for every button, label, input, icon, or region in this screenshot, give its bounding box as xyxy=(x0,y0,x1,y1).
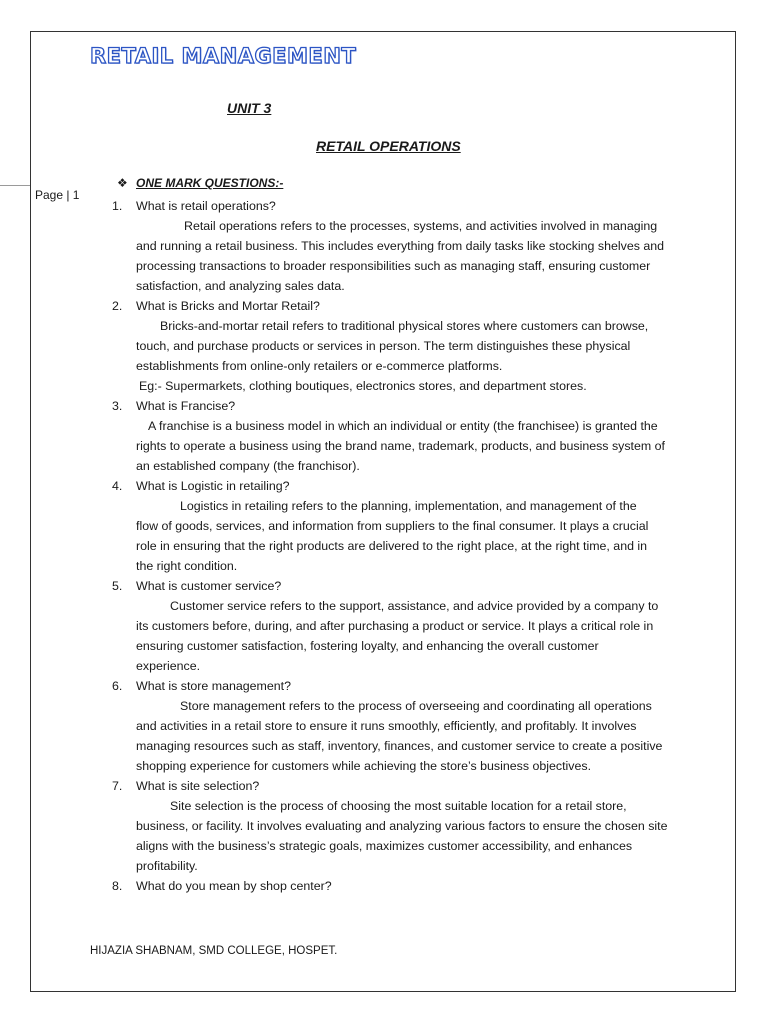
question-list xyxy=(112,196,684,896)
answer-line: ensuring customer satisfaction, fostering loyalty, and enhancing the overall customer xyxy=(136,639,599,653)
answer-line: Site selection is the process of choosing the most suitable location for a retail store, xyxy=(170,799,627,813)
question-number: 2. xyxy=(112,299,123,313)
question-number: 5. xyxy=(112,579,123,593)
question-item xyxy=(112,876,684,896)
question-item xyxy=(112,776,684,876)
question-item xyxy=(112,396,684,476)
question-text: What is customer service? xyxy=(136,579,282,593)
question-row xyxy=(112,876,684,896)
answer-line: establishments from online-only retailers or e-commerce platforms. xyxy=(136,359,503,373)
section-heading: RETAIL OPERATIONS xyxy=(316,138,461,154)
unit-title: UNIT 3 xyxy=(227,100,272,116)
question-text: What is Francise? xyxy=(136,399,236,413)
question-row xyxy=(112,196,684,216)
answer-text xyxy=(136,416,684,476)
question-number: 7. xyxy=(112,779,123,793)
answer-line: Customer service refers to the support, assistance, and advice provided by a company to xyxy=(170,599,659,613)
answer-text xyxy=(136,796,684,876)
answer-line: business, or facility. It involves evaluating and analyzing various factors to ensure the chosen site xyxy=(136,819,668,833)
page-footer: HIJAZIA SHABNAM, SMD COLLEGE, HOSPET. xyxy=(90,945,338,957)
answer-line: Store management refers to the process of overseeing and coordinating all operations xyxy=(180,699,652,713)
question-row xyxy=(112,396,684,416)
question-row xyxy=(112,576,684,596)
question-number: 8. xyxy=(112,879,123,893)
answer-line: satisfaction, and analyzing sales data. xyxy=(136,279,345,293)
answer-line: an established company (the franchisor). xyxy=(136,459,360,473)
answer-text xyxy=(136,496,684,576)
question-row xyxy=(112,676,684,696)
answer-line: processing transactions to broader responsibilities such as managing staff, ensuring customer xyxy=(136,259,651,273)
question-section-title: ONE MARK QUESTIONS:- xyxy=(136,176,284,190)
question-text: What is retail operations? xyxy=(136,199,276,213)
question-item xyxy=(112,476,684,576)
answer-line: profitability. xyxy=(136,859,198,873)
answer-line: shopping experience for customers while achieving the store’s business objectives. xyxy=(136,759,592,773)
question-item xyxy=(112,196,684,296)
document-brand-title: RETAIL MANAGEMENT xyxy=(90,44,357,68)
question-row xyxy=(112,776,684,796)
answer-line: rights to operate a business using the brand name, trademark, products, and business system of xyxy=(136,439,665,453)
answer-line: aligns with the business’s strategic goals, maximizes customer accessibility, and enhances xyxy=(136,839,633,853)
answer-line: Logistics in retailing refers to the planning, implementation, and management of the xyxy=(180,499,637,513)
question-row xyxy=(112,296,684,316)
question-number: 3. xyxy=(112,399,123,413)
question-text: What is Logistic in retailing? xyxy=(136,479,290,493)
answer-line: and activities in a retail store to ensure it runs smoothly, efficiently, and profitably. It involves xyxy=(136,719,637,733)
answer-line: Eg:- Supermarkets, clothing boutiques, electronics stores, and department stores. xyxy=(139,379,587,393)
diamond-bullet-icon: ❖ xyxy=(117,176,128,190)
answer-text xyxy=(136,596,684,676)
answer-line: experience. xyxy=(136,659,201,673)
page-number-label: Page | 1 xyxy=(35,188,80,202)
answer-text xyxy=(136,316,684,396)
question-item xyxy=(112,676,684,776)
answer-text xyxy=(136,216,684,296)
answer-line: the right condition. xyxy=(136,559,238,573)
answer-line: and running a retail business. This includes everything from daily tasks like stocking shelves and xyxy=(136,239,665,253)
question-text: What is store management? xyxy=(136,679,291,693)
question-text: What is site selection? xyxy=(136,779,260,793)
question-text: What do you mean by shop center? xyxy=(136,879,332,893)
question-number: 4. xyxy=(112,479,123,493)
question-text: What is Bricks and Mortar Retail? xyxy=(136,299,320,313)
question-section-header xyxy=(117,176,283,190)
answer-text xyxy=(136,696,684,776)
answer-line: A franchise is a business model in which an individual or entity (the franchisee) is granted the xyxy=(148,419,658,433)
answer-line: Bricks-and-mortar retail refers to traditional physical stores where customers can browse, xyxy=(160,319,649,333)
question-number: 6. xyxy=(112,679,123,693)
answer-line: its customers before, during, and after purchasing a product or service. It plays a critical role in xyxy=(136,619,654,633)
question-item xyxy=(112,576,684,676)
answer-line: Retail operations refers to the processes, systems, and activities involved in managing xyxy=(184,219,658,233)
answer-line: touch, and purchase products or services in person. The term distinguishes these physical xyxy=(136,339,631,353)
page-margin-divider xyxy=(0,185,30,186)
answer-line: flow of goods, services, and information from suppliers to the final consumer. It plays a crucial xyxy=(136,519,649,533)
question-row xyxy=(112,476,684,496)
question-item xyxy=(112,296,684,396)
answer-line: managing resources such as staff, inventory, finances, and customer service to create a positive xyxy=(136,739,663,753)
answer-line: role in ensuring that the right products are delivered to the right place, at the right time, and in xyxy=(136,539,648,553)
question-number: 1. xyxy=(112,199,123,213)
